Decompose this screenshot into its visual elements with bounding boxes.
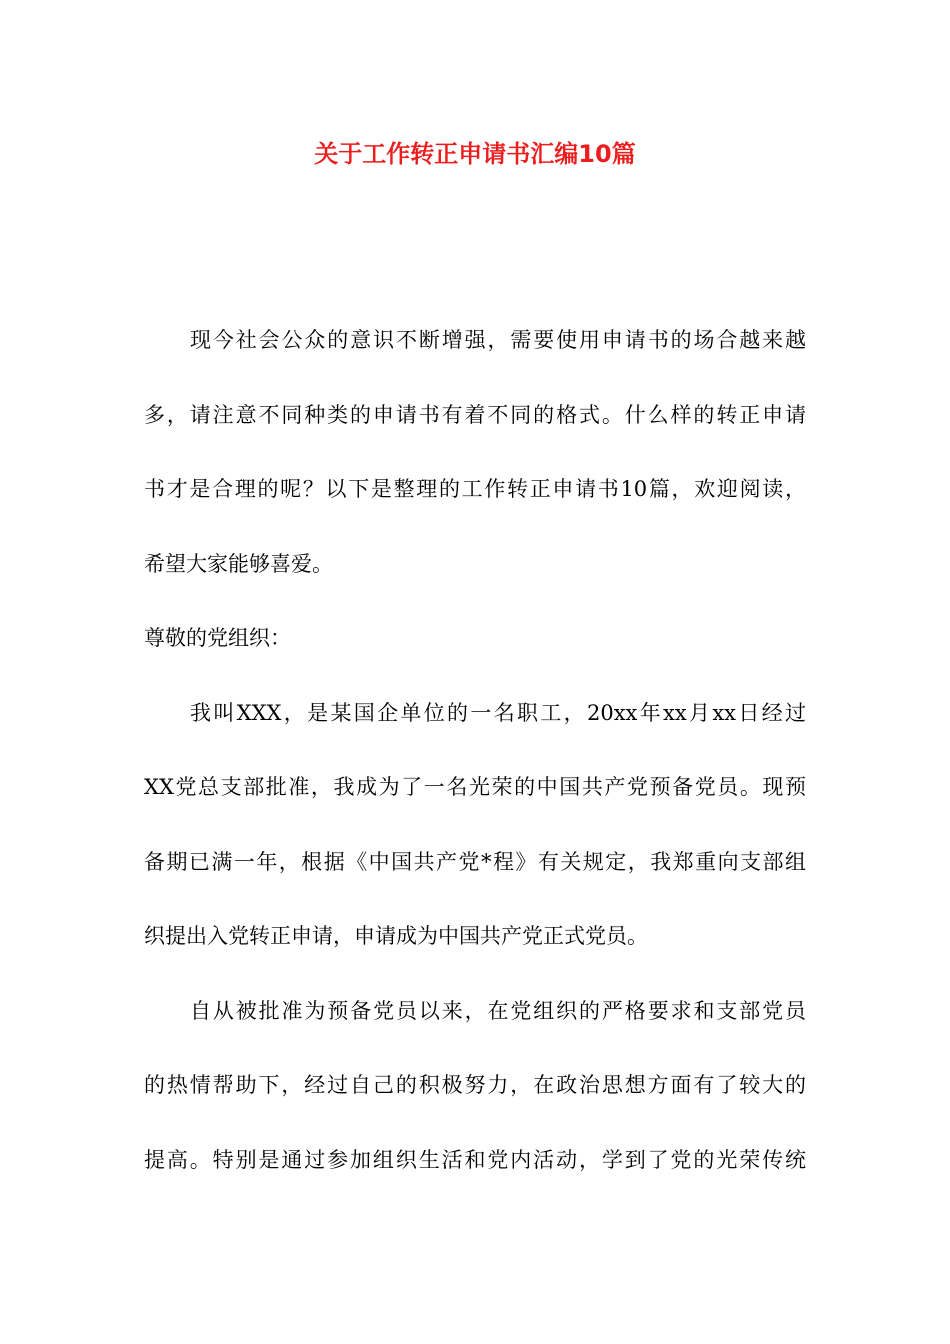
document-body (144, 316, 806, 1210)
document-title: 关于工作转正申请书汇编10篇 (314, 140, 636, 168)
paragraph-line: 织提出入党转正申请，申请成为中国共产党正式党员。 (144, 924, 648, 948)
paragraph-line: 现今社会公众的意识不断增强，需要使用申请书的场合越来越 (190, 328, 806, 352)
salutation-line: 尊敬的党组织： (144, 626, 291, 650)
paragraph-line: XX党总支部批准，我成为了一名光荣的中国共产党预备党员。现预 (144, 775, 806, 799)
paragraph-line: 的热情帮助下，经过自己的积极努力，在政治思想方面有了较大的 (144, 1073, 806, 1097)
paragraph-line: 备期已满一年，根据《中国共产党*程》有关规定，我郑重向支部组 (144, 849, 806, 874)
paragraph-line: 希望大家能够喜爱。 (144, 551, 333, 576)
paragraph-line: 自从被批准为预备党员以来，在党组织的严格要求和支部党员 (190, 998, 806, 1023)
paragraph-line: 多，请注意不同种类的申请书有着不同的格式。什么样的转正申请 (144, 402, 806, 427)
paragraph-line: 我叫XXX，是某国企单位的一名职工，20xx年xx月xx日经过 (190, 700, 806, 725)
paragraph-line: 书才是合理的呢？以下是整理的工作转正申请书10篇，欢迎阅读， (144, 477, 806, 501)
paragraph-line: 提高。特别是通过参加组织生活和党内活动，学到了党的光荣传统 (144, 1147, 806, 1172)
